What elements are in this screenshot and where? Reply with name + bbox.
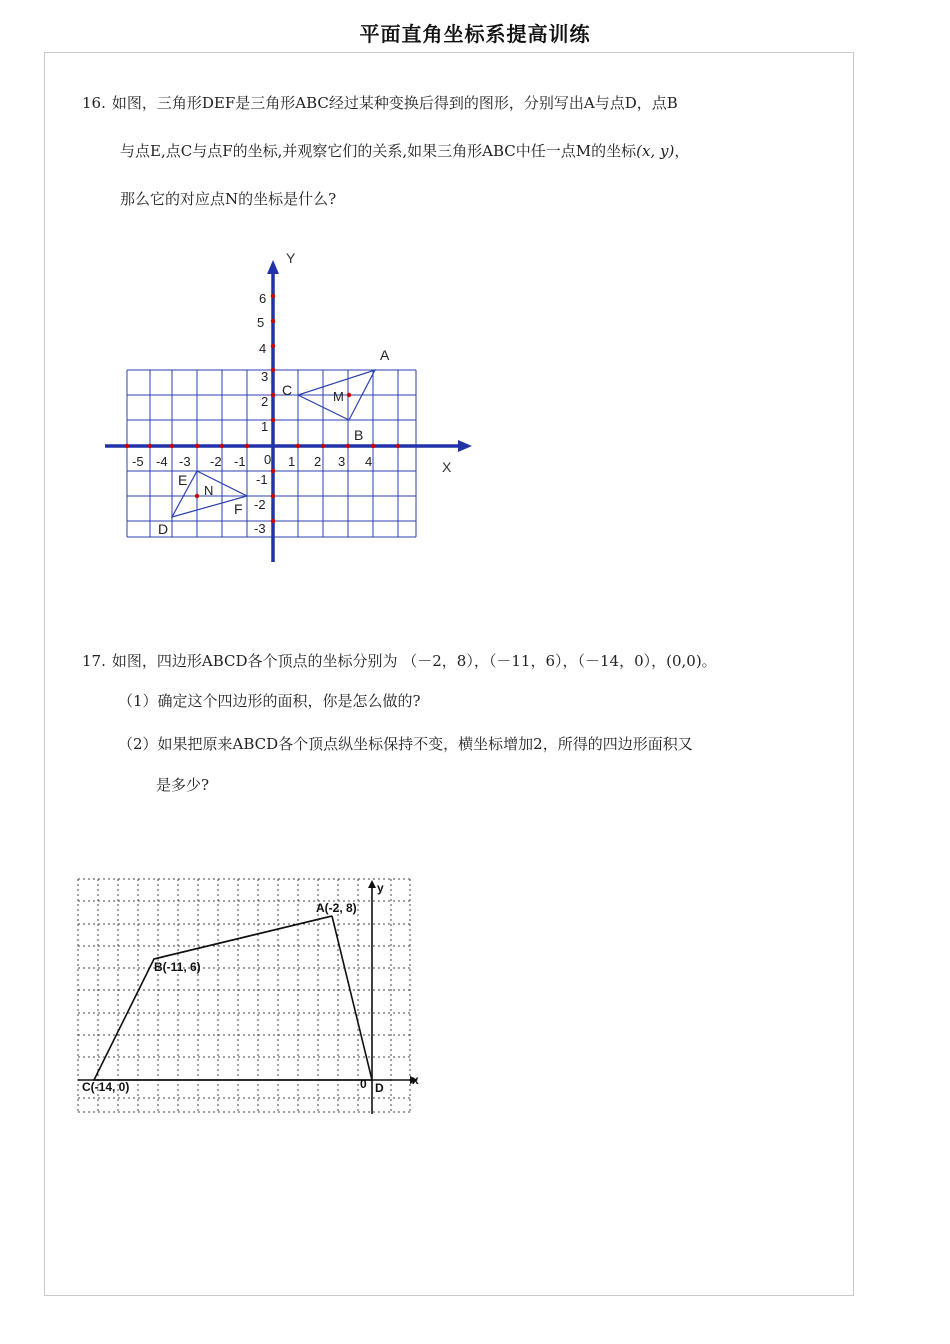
q16-text-2: 与点E,点C与点F的坐标,并观察它们的关系,如果三角形ABC中任一点M的坐标 bbox=[120, 142, 637, 160]
q16-number: 16. bbox=[82, 94, 106, 112]
figure-17-quadrilateral bbox=[74, 874, 424, 1119]
q16-line1 bbox=[82, 92, 678, 113]
x-tick: 3 bbox=[338, 454, 346, 469]
y-tick: 5 bbox=[257, 315, 265, 330]
q17-part1: （1）确定这个四边形的面积，你是怎么做的? bbox=[118, 692, 421, 710]
x-tick: -2 bbox=[210, 454, 222, 469]
point-d-label: D bbox=[375, 1081, 384, 1095]
q16-text-2-end: ， bbox=[674, 142, 690, 160]
y-tick: 6 bbox=[259, 291, 267, 306]
point-e-label: E bbox=[178, 472, 188, 488]
page-title: 平面直角坐标系提高训练 bbox=[359, 22, 591, 46]
x-tick: -1 bbox=[234, 454, 246, 469]
y-tick: -2 bbox=[254, 497, 266, 512]
point-c-label: C bbox=[282, 382, 293, 398]
q17-line1 bbox=[82, 650, 717, 671]
x-tick: 0 bbox=[264, 452, 272, 467]
point-a-label: A(-2, 8) bbox=[316, 901, 357, 915]
x-tick: 4 bbox=[365, 454, 373, 469]
y-tick: 3 bbox=[261, 369, 269, 384]
point-f-label: F bbox=[234, 501, 243, 517]
q16-line3: 那么它的对应点N的坐标是什么? bbox=[120, 190, 337, 208]
point-m-label: M bbox=[333, 389, 344, 404]
point-b-label: B(-11, 6) bbox=[154, 960, 201, 974]
x-axis-label: X bbox=[442, 459, 452, 475]
point-d-label: D bbox=[158, 521, 169, 537]
point-n-label: N bbox=[204, 483, 214, 498]
y-tick: -3 bbox=[254, 521, 266, 536]
q17-number: 17. bbox=[82, 652, 106, 670]
y-tick: 4 bbox=[259, 341, 267, 356]
point-a-label: A bbox=[380, 347, 390, 363]
y-axis-label: Y bbox=[286, 250, 296, 266]
q17-part2: （2）如果把原来ABCD各个顶点纵坐标保持不变，横坐标增加2，所得的四边形面积又 bbox=[118, 735, 693, 753]
q16-text-1: 如图，三角形DEF是三角形ABC经过某种变换后得到的图形，分别写出A与点D，点B bbox=[111, 94, 678, 112]
y-tick: 1 bbox=[261, 419, 269, 434]
q16-coord-m: (x, y) bbox=[636, 142, 675, 160]
y-tick: 2 bbox=[261, 394, 269, 409]
figure-16-coordinate-grid bbox=[100, 250, 490, 570]
y-tick: -1 bbox=[256, 472, 268, 487]
point-c-label: C(-14, 0) bbox=[82, 1080, 130, 1094]
y-axis-label: y bbox=[377, 881, 384, 895]
q17-part2-cont: 是多少? bbox=[156, 776, 210, 794]
origin-label: 0 bbox=[360, 1077, 367, 1091]
x-tick: 2 bbox=[314, 454, 322, 469]
x-axis-label: x bbox=[412, 1073, 419, 1087]
point-b-label: B bbox=[354, 427, 364, 443]
x-tick: -4 bbox=[156, 454, 168, 469]
q16-line2 bbox=[120, 140, 689, 161]
x-tick: 1 bbox=[288, 454, 296, 469]
x-tick: -3 bbox=[179, 454, 191, 469]
x-tick: -5 bbox=[132, 454, 144, 469]
q17-text-1: 如图，四边形ABCD各个顶点的坐标分别为 （－2，8），（－11，6），（－14，0），(0,0)。 bbox=[111, 652, 717, 670]
